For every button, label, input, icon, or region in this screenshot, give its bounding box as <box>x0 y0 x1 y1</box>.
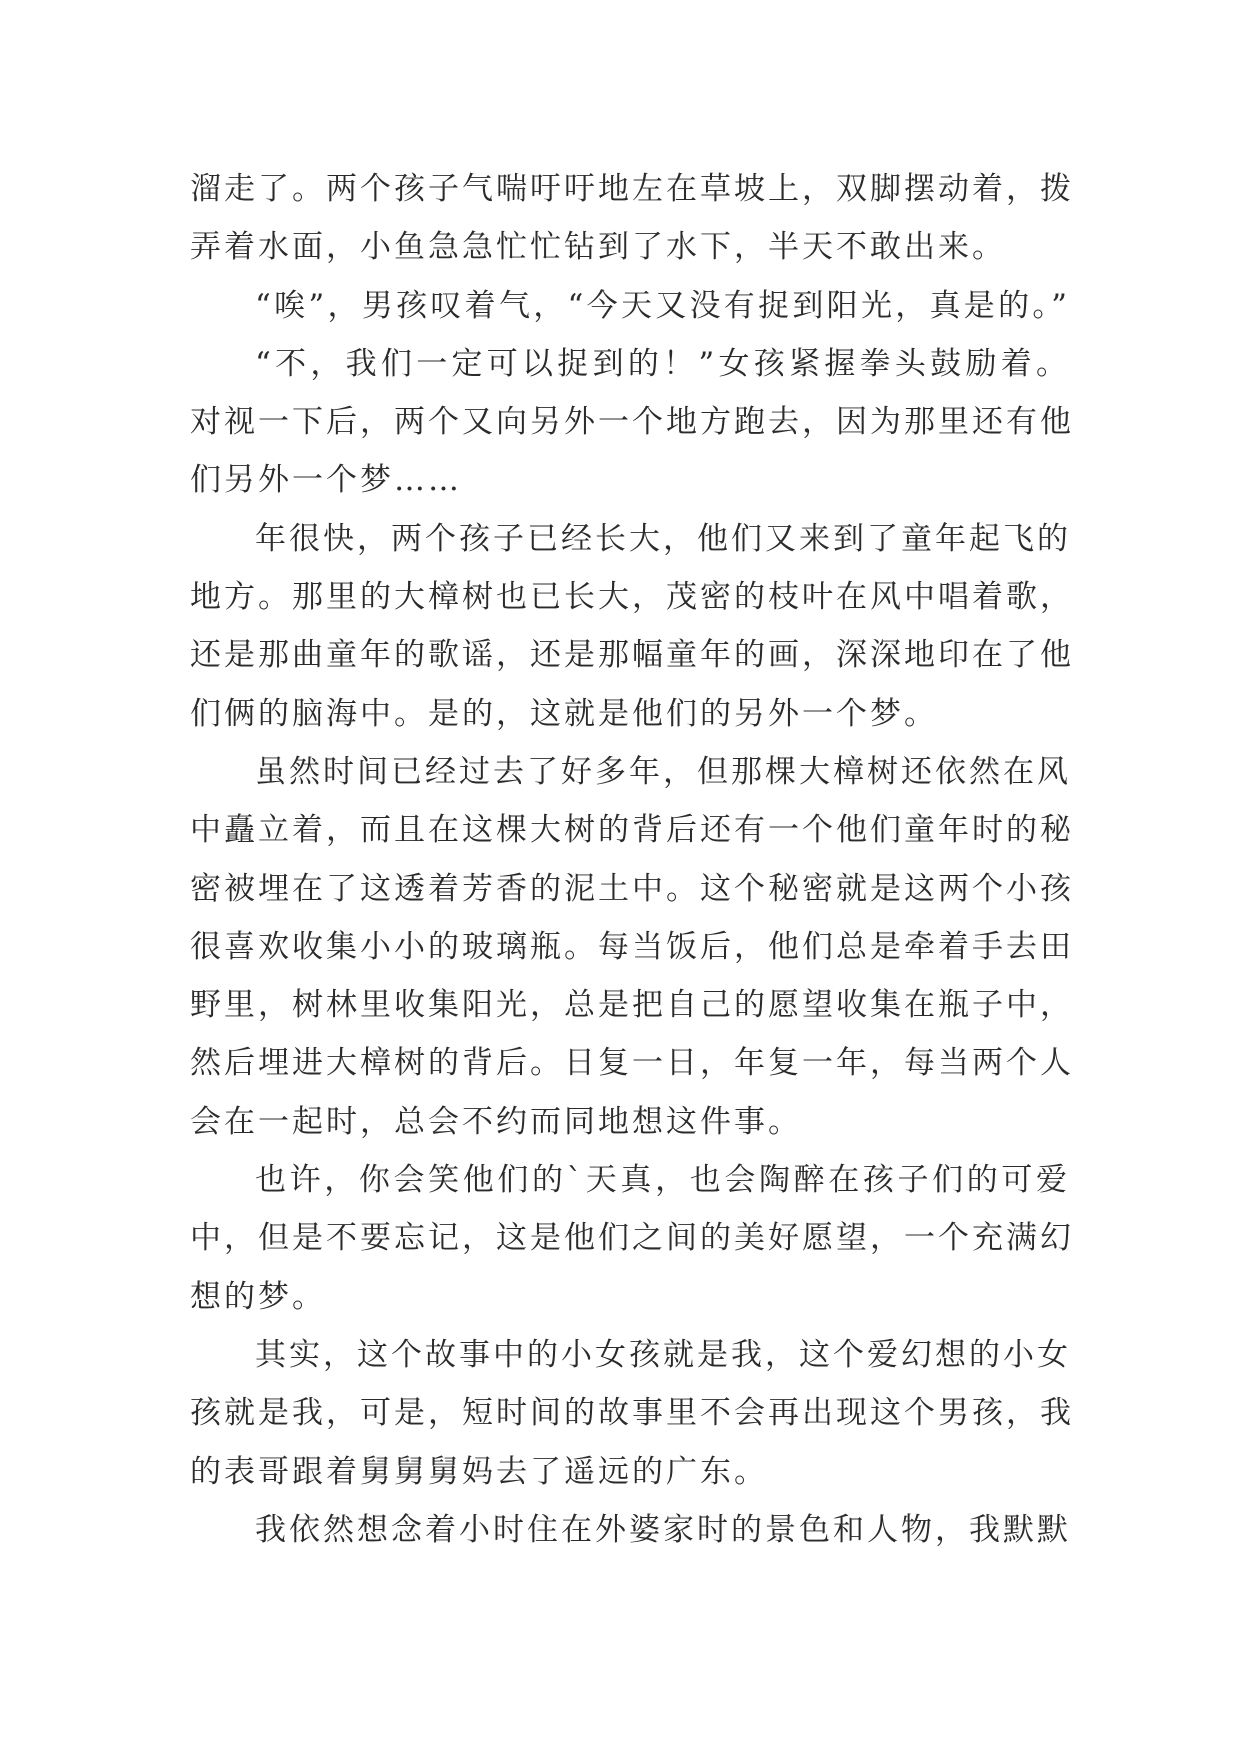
text-line: 地方。那里的大樟树也已长大，茂密的枝叶在风中唱着歌， <box>190 579 1074 616</box>
text-line: “唉”，男孩叹着气，“今天又没有捉到阳光，真是的。” <box>255 287 1070 324</box>
text-line: 想的梦。 <box>190 1278 326 1315</box>
text-line: 野里，树林里收集阳光，总是把自己的愿望收集在瓶子中， <box>190 987 1074 1024</box>
text-line: “不，我们一定可以捉到的！”女孩紧握拳头鼓励着。 <box>255 345 1070 382</box>
text-line: 们俩的脑海中。是的，这就是他们的另外一个梦。 <box>190 695 938 732</box>
text-line: 很喜欢收集小小的玻璃瓶。每当饭后，他们总是牵着手去田 <box>190 928 1074 965</box>
text-line: 然后埋进大樟树的背后。日复一日，年复一年，每当两个人 <box>190 1045 1074 1082</box>
text-line: 也许，你会笑他们的`天真，也会陶醉在孩子们的可爱 <box>255 1162 1070 1199</box>
text-line: 我依然想念着小时住在外婆家时的景色和人物，我默默 <box>255 1511 1071 1548</box>
text-line: 虽然时间已经过去了好多年，但那棵大樟树还依然在风 <box>255 753 1071 790</box>
body-text <box>190 160 1074 1559</box>
text-line: 们另外一个梦…… <box>190 462 462 499</box>
text-line: 会在一起时，总会不约而同地想这件事。 <box>190 1103 802 1140</box>
text-line: 对视一下后，两个又向另外一个地方跑去，因为那里还有他 <box>190 404 1074 441</box>
text-line: 其实，这个故事中的小女孩就是我，这个爱幻想的小女 <box>255 1336 1071 1373</box>
text-line: 孩就是我，可是，短时间的故事里不会再出现这个男孩，我 <box>190 1395 1074 1432</box>
text-line: 还是那曲童年的歌谣，还是那幅童年的画，深深地印在了他 <box>190 637 1074 674</box>
text-line: 弄着水面，小鱼急急忙忙钻到了水下，半天不敢出来。 <box>190 229 1006 266</box>
text-line: 年很快，两个孩子已经长大，他们又来到了童年起飞的 <box>255 520 1071 557</box>
text-line: 中矗立着，而且在这棵大树的背后还有一个他们童年时的秘 <box>190 812 1074 849</box>
text-line: 的表哥跟着舅舅舅妈去了遥远的广东。 <box>190 1453 768 1490</box>
text-line: 中，但是不要忘记，这是他们之间的美好愿望，一个充满幻 <box>190 1220 1074 1257</box>
text-line: 溜走了。两个孩子气喘吁吁地左在草坡上，双脚摆动着，拨 <box>190 171 1074 207</box>
text-line: 密被埋在了这透着芳香的泥土中。这个秘密就是这两个小孩 <box>190 870 1074 907</box>
